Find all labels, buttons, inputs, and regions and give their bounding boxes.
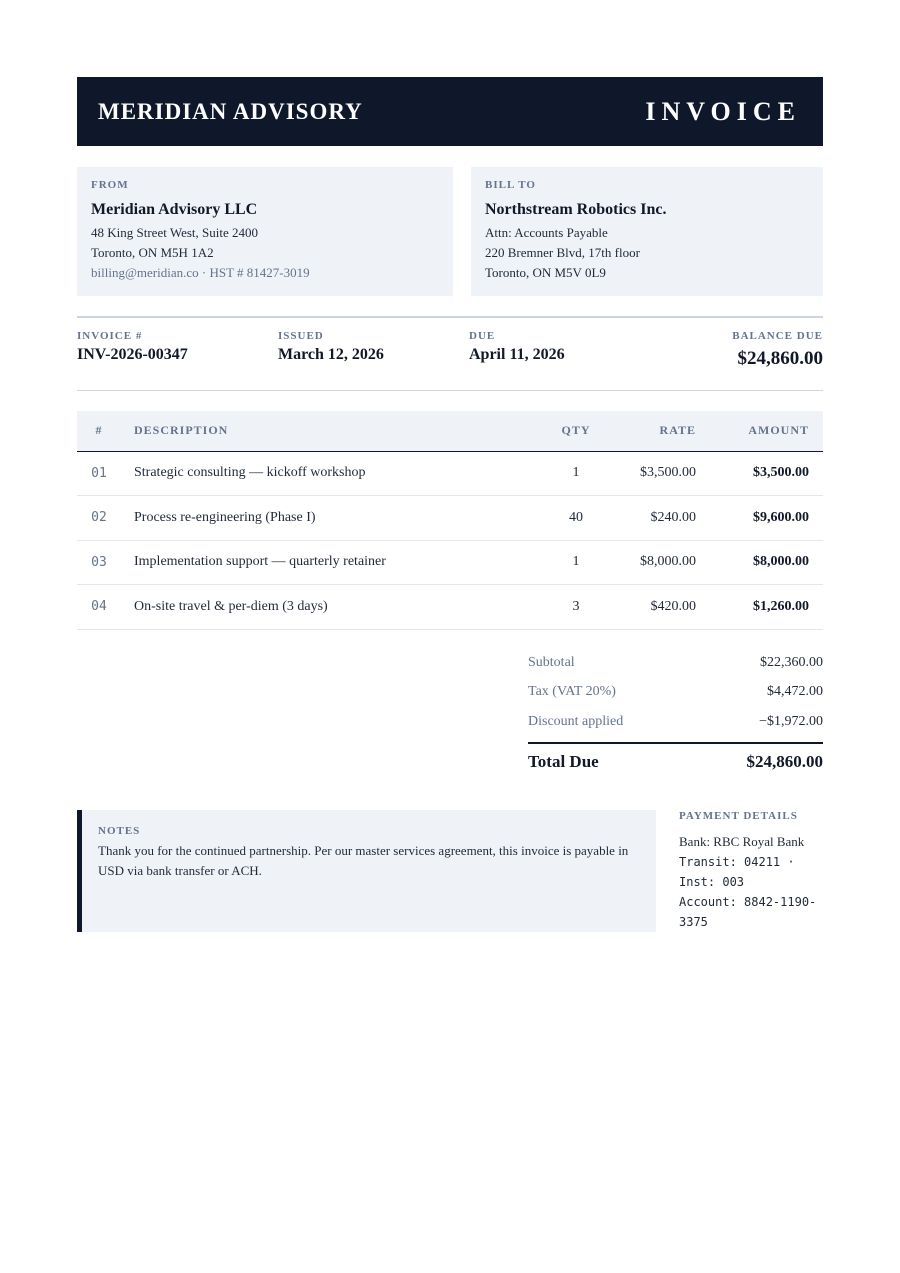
col-header-rate: RATE: [606, 411, 696, 451]
total-due-value: $24,860.00: [746, 751, 823, 771]
row-description: Strategic consulting — kickoff workshop: [121, 451, 546, 496]
payment-details-label: PAYMENT DETAILS: [679, 810, 798, 822]
due-label: DUE: [469, 330, 496, 342]
transit-number: Transit: 04211 · Inst: 003: [679, 855, 795, 889]
tax-value: $4,472.00: [767, 684, 823, 700]
bill-to-panel: [471, 167, 823, 296]
col-header-number: #: [77, 411, 121, 451]
total-due-label: Total Due: [528, 751, 599, 771]
row-description: Implementation support — quarterly retainer: [121, 540, 546, 585]
row-rate: $3,500.00: [606, 451, 696, 496]
row-number: 02: [77, 496, 121, 541]
company-name: MERIDIAN ADVISORY: [98, 98, 363, 124]
bill-to-line-2: 220 Bremner Blvd, 17th floor: [485, 245, 640, 260]
from-panel: [77, 167, 453, 296]
row-qty: 1: [546, 540, 606, 585]
meta-top-divider: [77, 316, 823, 318]
col-header-description: DESCRIPTION: [121, 411, 546, 451]
account-number: Account: 8842-1190-3375: [679, 895, 817, 929]
notes-text: Thank you for the continued partnership. Per our master services agreement, this invoice is payable in USD via bank transfer or ACH.: [98, 843, 629, 878]
bill-to-line-3: Toronto, ON M5V 0L9: [485, 265, 606, 280]
from-label: FROM: [91, 179, 129, 191]
row-number: 01: [77, 451, 121, 496]
table-row: [77, 496, 823, 541]
row-amount: $8,000.00: [696, 540, 823, 585]
from-address-line-1: 48 King Street West, Suite 2400: [91, 225, 258, 240]
table-row: [77, 451, 823, 496]
total-due-row: [528, 742, 823, 772]
due-date-block: [469, 330, 565, 364]
payment-details: [679, 810, 829, 932]
tax-label: Tax (VAT 20%): [528, 684, 616, 700]
discount-row: [528, 707, 823, 737]
from-address-line-2: Toronto, ON M5H 1A2: [91, 245, 214, 260]
subtotal-value: $22,360.00: [760, 654, 823, 670]
table-header-row: [77, 411, 823, 451]
row-rate: $8,000.00: [606, 540, 696, 585]
invoice-number-block: [77, 330, 188, 364]
issued-value: March 12, 2026: [278, 346, 384, 363]
totals-block: [528, 648, 823, 772]
subtotal-label: Subtotal: [528, 654, 575, 670]
bank-name: Bank: RBC Royal Bank: [679, 834, 805, 849]
row-amount: $1,260.00: [696, 585, 823, 630]
balance-due-value: $24,860.00: [737, 348, 823, 369]
due-value: April 11, 2026: [469, 346, 565, 363]
from-contact-line: billing@meridian.co · HST # 81427-3019: [91, 265, 310, 280]
notes-label: NOTES: [98, 825, 141, 837]
row-amount: $9,600.00: [696, 496, 823, 541]
row-number: 03: [77, 540, 121, 585]
row-rate: $240.00: [606, 496, 696, 541]
row-description: On-site travel & per-diem (3 days): [121, 585, 546, 630]
bill-to-line-1: Attn: Accounts Payable: [485, 225, 608, 240]
balance-due-label: BALANCE DUE: [732, 330, 823, 342]
bill-to-name: Northstream Robotics Inc.: [485, 201, 667, 218]
row-rate: $420.00: [606, 585, 696, 630]
meta-bottom-divider: [77, 390, 823, 391]
col-header-qty: QTY: [546, 411, 606, 451]
table-row: [77, 585, 823, 630]
from-name: Meridian Advisory LLC: [91, 201, 258, 218]
document-type: INVOICE: [645, 96, 801, 126]
row-qty: 1: [546, 451, 606, 496]
balance-due-block: [732, 330, 823, 370]
issued-date-block: [278, 330, 384, 364]
notes-panel: [77, 810, 656, 932]
discount-value: −$1,972.00: [759, 713, 823, 729]
row-qty: 3: [546, 585, 606, 630]
row-description: Process re-engineering (Phase I): [121, 496, 546, 541]
issued-label: ISSUED: [278, 330, 324, 342]
discount-label: Discount applied: [528, 713, 624, 729]
table-row: [77, 540, 823, 585]
row-amount: $3,500.00: [696, 451, 823, 496]
subtotal-row: [528, 648, 823, 678]
row-qty: 40: [546, 496, 606, 541]
bill-to-label: BILL TO: [485, 179, 536, 191]
invoice-header: [77, 77, 823, 146]
invoice-number-value: INV-2026-00347: [77, 346, 188, 363]
col-header-amount: AMOUNT: [696, 411, 823, 451]
row-number: 04: [77, 585, 121, 630]
invoice-number-label: INVOICE #: [77, 330, 143, 342]
line-items-table: [77, 411, 823, 630]
tax-row: [528, 678, 823, 708]
